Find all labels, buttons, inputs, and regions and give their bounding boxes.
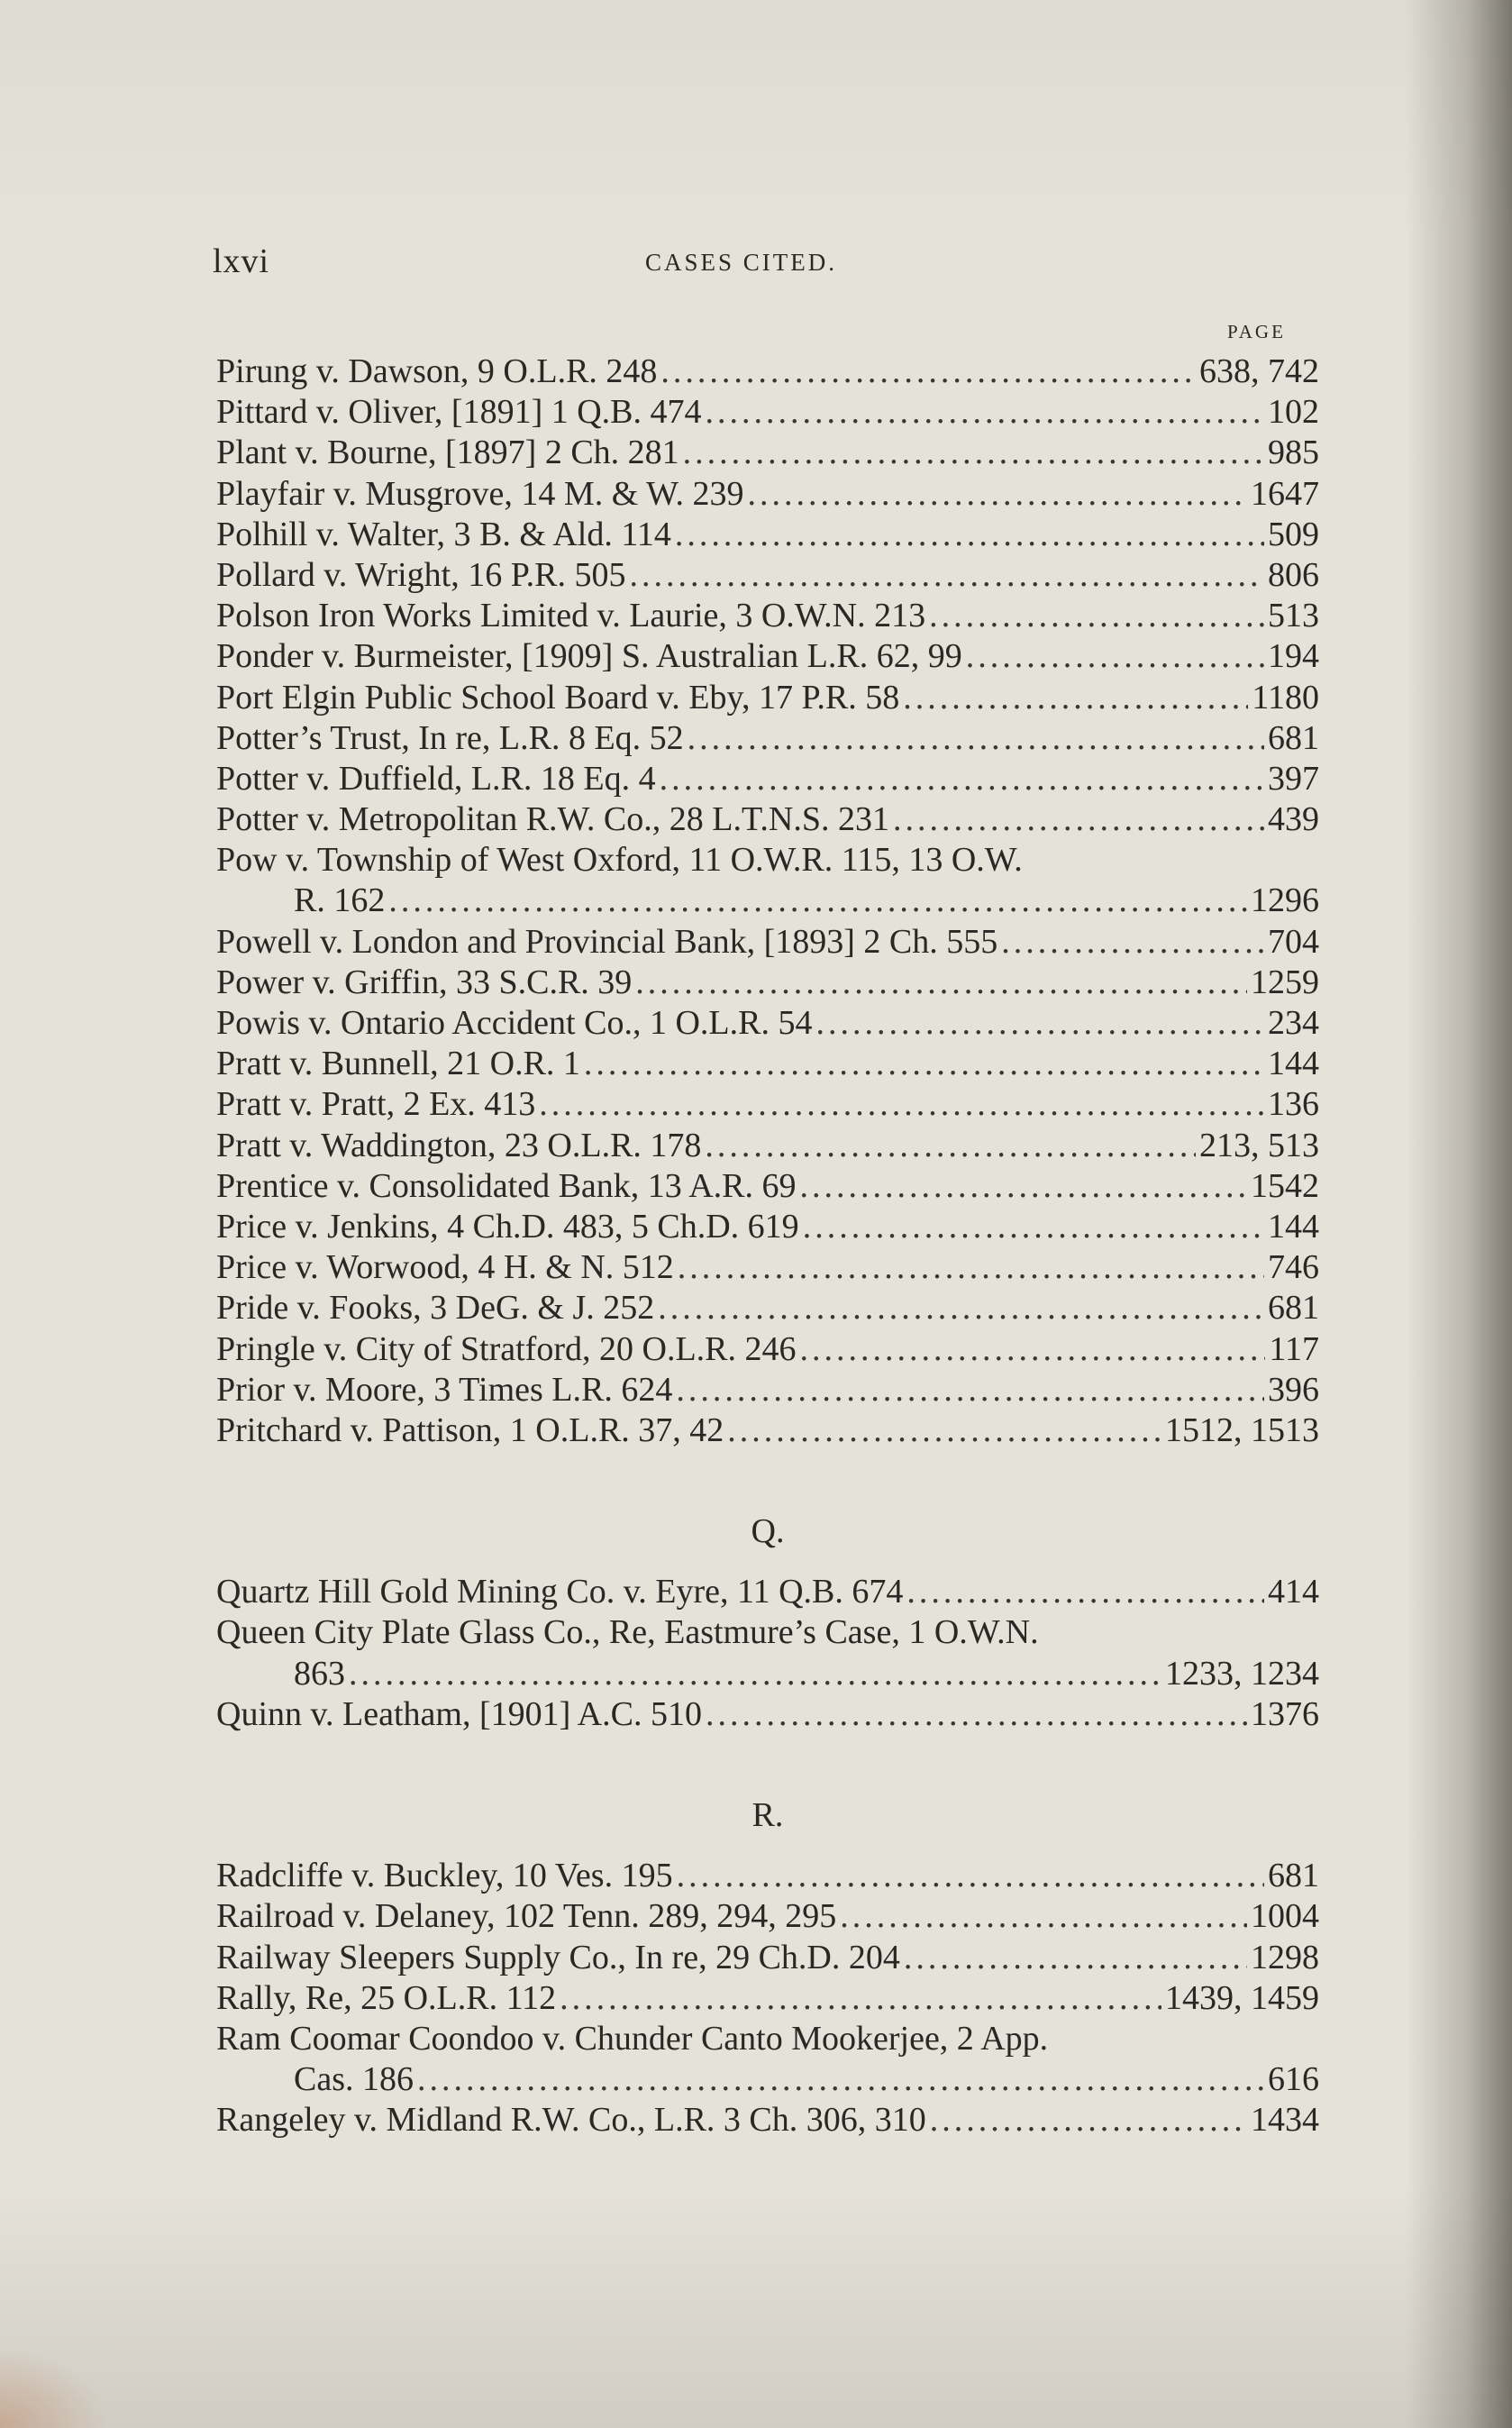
case-entry-line bbox=[216, 1166, 1319, 1207]
page-reference: 681 bbox=[1268, 1857, 1319, 1895]
case-entry bbox=[216, 1044, 1319, 1084]
case-entry bbox=[216, 1938, 1319, 1978]
case-entry bbox=[216, 474, 1319, 515]
dot-leader bbox=[966, 636, 1264, 677]
case-entry-line bbox=[216, 1003, 1319, 1044]
case-entry bbox=[216, 840, 1319, 921]
page-reference: 513 bbox=[1268, 597, 1319, 635]
dot-leader bbox=[815, 1003, 1264, 1044]
dot-leader bbox=[840, 1896, 1247, 1937]
case-citation: Polhill v. Walter, 3 B. & Ald. 114 bbox=[216, 515, 671, 553]
case-entry-line bbox=[216, 433, 1319, 473]
page-reference: 144 bbox=[1268, 1207, 1319, 1246]
case-entry bbox=[216, 2019, 1319, 2100]
page-reference: 194 bbox=[1268, 637, 1319, 676]
case-entry-line bbox=[216, 1572, 1319, 1612]
case-entry bbox=[216, 1612, 1319, 1693]
case-citation: Prior v. Moore, 3 Times L.R. 624 bbox=[216, 1370, 673, 1409]
paper-stain bbox=[0, 2347, 108, 2428]
dot-leader bbox=[675, 515, 1264, 555]
case-entry-line bbox=[216, 1856, 1319, 1896]
case-entry bbox=[216, 1694, 1319, 1735]
page-reference: 1542 bbox=[1251, 1166, 1319, 1205]
page-reference: 397 bbox=[1268, 759, 1319, 798]
case-entry-line bbox=[216, 1288, 1319, 1328]
case-index-list bbox=[216, 351, 1319, 2141]
dot-leader bbox=[349, 1654, 1161, 1694]
page-reference: 638, 742 bbox=[1199, 352, 1319, 390]
case-citation: Pringle v. City of Stratford, 20 O.L.R. 246 bbox=[216, 1329, 797, 1368]
case-citation: Plant v. Bourne, [1897] 2 Ch. 281 bbox=[216, 434, 679, 472]
case-entry-line bbox=[216, 515, 1319, 555]
page-header bbox=[213, 242, 1317, 287]
page-reference: 681 bbox=[1268, 718, 1319, 757]
case-citation: Quinn v. Leatham, [1901] A.C. 510 bbox=[216, 1694, 702, 1733]
page-reference: 1434 bbox=[1251, 2101, 1319, 2140]
dot-leader bbox=[803, 1207, 1264, 1247]
case-entry-line bbox=[216, 392, 1319, 433]
case-citation: Railway Sleepers Supply Co., In re, 29 Ch.D. 204 bbox=[216, 1938, 900, 1976]
case-entry bbox=[216, 596, 1319, 636]
case-citation: Pirung v. Dawson, 9 O.L.R. 248 bbox=[216, 352, 658, 390]
case-entry-line bbox=[216, 1207, 1319, 1247]
case-entry-line bbox=[216, 963, 1319, 1003]
dot-leader bbox=[688, 718, 1264, 759]
dot-leader bbox=[706, 392, 1264, 433]
case-entry-line bbox=[216, 1044, 1319, 1084]
case-citation: Ram Coomar Coondoo v. Chunder Canto Mookerjee, 2 App. bbox=[216, 2019, 1049, 2058]
case-entry-line bbox=[216, 922, 1319, 963]
case-entry bbox=[216, 1978, 1319, 2019]
case-entry bbox=[216, 1166, 1319, 1207]
section-heading: Q. bbox=[751, 1512, 785, 1551]
case-citation: Pratt v. Waddington, 23 O.L.R. 178 bbox=[216, 1126, 702, 1164]
case-entry-line bbox=[216, 474, 1319, 515]
case-entry-line bbox=[216, 799, 1319, 840]
page-reference: 1512, 1513 bbox=[1165, 1410, 1319, 1449]
case-entry-line bbox=[216, 596, 1319, 636]
case-entry-line bbox=[216, 1410, 1319, 1451]
dot-leader bbox=[660, 759, 1264, 799]
case-entry bbox=[216, 2100, 1319, 2140]
case-citation: Pollard v. Wright, 16 P.R. 505 bbox=[216, 555, 626, 594]
dot-leader bbox=[705, 1126, 1196, 1166]
case-entry bbox=[216, 1410, 1319, 1451]
dot-leader bbox=[677, 1856, 1264, 1896]
running-head: CASES CITED. bbox=[645, 249, 838, 276]
page-reference: 1233, 1234 bbox=[1165, 1654, 1319, 1693]
case-citation: Quartz Hill Gold Mining Co. v. Eyre, 11 Q.B. 674 bbox=[216, 1573, 904, 1611]
case-citation: Pride v. Fooks, 3 DeG. & J. 252 bbox=[216, 1289, 655, 1328]
page-reference: 509 bbox=[1268, 515, 1319, 553]
section-spacer bbox=[216, 1735, 1319, 1795]
case-citation: Pittard v. Oliver, [1891] 1 Q.B. 474 bbox=[216, 393, 702, 432]
case-entry bbox=[216, 1572, 1319, 1612]
case-entry-line bbox=[216, 1370, 1319, 1410]
case-entry bbox=[216, 1003, 1319, 1044]
page-number: lxvi bbox=[213, 242, 270, 280]
case-entry bbox=[216, 1247, 1319, 1288]
case-citation: 863 bbox=[294, 1654, 345, 1693]
page-reference: 681 bbox=[1268, 1289, 1319, 1328]
dot-leader bbox=[417, 2059, 1264, 2100]
case-citation: Railroad v. Delaney, 102 Tenn. 289, 294, 295 bbox=[216, 1897, 837, 1936]
case-entry bbox=[216, 1896, 1319, 1937]
dot-leader bbox=[800, 1329, 1266, 1370]
dot-leader bbox=[660, 351, 1196, 392]
case-entry-line bbox=[216, 1084, 1319, 1125]
case-entry-line bbox=[216, 840, 1319, 881]
page-reference: 1439, 1459 bbox=[1165, 1978, 1319, 2017]
page-reference: 439 bbox=[1268, 800, 1319, 839]
dot-leader bbox=[658, 1288, 1264, 1328]
case-entry bbox=[216, 433, 1319, 473]
case-citation: Powis v. Ontario Accident Co., 1 O.L.R. 54 bbox=[216, 1004, 813, 1042]
case-entry bbox=[216, 963, 1319, 1003]
section-spacer bbox=[216, 1451, 1319, 1511]
dot-leader bbox=[539, 1084, 1264, 1125]
dot-leader bbox=[1001, 922, 1264, 963]
dot-leader bbox=[683, 433, 1264, 473]
page-reference: 1004 bbox=[1251, 1897, 1319, 1936]
dot-leader bbox=[930, 2100, 1247, 2140]
page-reference: 1296 bbox=[1251, 881, 1319, 920]
case-entry-line bbox=[216, 2019, 1319, 2059]
page-reference: 102 bbox=[1268, 393, 1319, 432]
case-citation: Queen City Plate Glass Co., Re, Eastmure’s Case, 1 O.W.N. bbox=[216, 1613, 1039, 1652]
case-entry bbox=[216, 555, 1319, 596]
page-reference: 396 bbox=[1268, 1370, 1319, 1409]
case-entry-line bbox=[216, 718, 1319, 759]
case-citation: Playfair v. Musgrove, 14 M. & W. 239 bbox=[216, 474, 744, 513]
case-citation: Pratt v. Bunnell, 21 O.R. 1 bbox=[216, 1045, 580, 1083]
case-entry-line bbox=[216, 678, 1319, 718]
case-entry bbox=[216, 392, 1319, 433]
dot-leader bbox=[893, 799, 1264, 840]
dot-leader bbox=[799, 1166, 1247, 1207]
dot-leader bbox=[388, 881, 1247, 921]
case-citation: Powell v. London and Provincial Bank, [1893] 2 Ch. 555 bbox=[216, 922, 998, 961]
dot-leader bbox=[929, 596, 1264, 636]
case-entry-continuation bbox=[216, 1654, 1319, 1694]
page-column-label: PAGE bbox=[1227, 321, 1286, 342]
case-entry-line bbox=[216, 1329, 1319, 1370]
case-citation: Ponder v. Burmeister, [1909] S. Australian L.R. 62, 99 bbox=[216, 637, 962, 676]
case-entry-line bbox=[216, 1896, 1319, 1937]
page-reference: 616 bbox=[1268, 2060, 1319, 2099]
page-reference: 1180 bbox=[1252, 678, 1319, 717]
case-entry-line bbox=[216, 1612, 1319, 1653]
case-entry-line bbox=[216, 2100, 1319, 2140]
case-citation: Power v. Griffin, 33 S.C.R. 39 bbox=[216, 963, 633, 1001]
case-entry bbox=[216, 1126, 1319, 1166]
case-citation: Pratt v. Pratt, 2 Ex. 413 bbox=[216, 1085, 536, 1124]
page-reference: 1647 bbox=[1251, 474, 1319, 513]
case-citation: Potter v. Duffield, L.R. 18 Eq. 4 bbox=[216, 759, 656, 798]
case-citation: Rangeley v. Midland R.W. Co., L.R. 3 Ch. 306, 310 bbox=[216, 2101, 926, 2140]
dot-leader bbox=[635, 963, 1247, 1003]
case-entry-line bbox=[216, 759, 1319, 799]
dot-leader bbox=[747, 474, 1247, 515]
case-entry bbox=[216, 1856, 1319, 1896]
case-citation: Potter’s Trust, In re, L.R. 8 Eq. 52 bbox=[216, 718, 684, 757]
case-entry bbox=[216, 351, 1319, 392]
page-reference: 1298 bbox=[1251, 1938, 1319, 1976]
case-entry bbox=[216, 922, 1319, 963]
case-citation: Price v. Worwood, 4 H. & N. 512 bbox=[216, 1248, 674, 1287]
dot-leader bbox=[584, 1044, 1264, 1084]
case-citation: Rally, Re, 25 O.L.R. 112 bbox=[216, 1978, 557, 2017]
page-reference: 1259 bbox=[1251, 963, 1319, 1001]
case-citation: Radcliffe v. Buckley, 10 Ves. 195 bbox=[216, 1857, 673, 1895]
dot-leader bbox=[560, 1978, 1161, 2019]
case-entry-line bbox=[216, 1247, 1319, 1288]
case-entry-line bbox=[216, 1694, 1319, 1735]
dot-leader bbox=[727, 1410, 1161, 1451]
page-reference: 1376 bbox=[1251, 1694, 1319, 1733]
dot-leader bbox=[676, 1370, 1264, 1410]
case-citation: Potter v. Metropolitan R.W. Co., 28 L.T.N.S. 231 bbox=[216, 800, 889, 839]
dot-leader bbox=[706, 1694, 1247, 1735]
section-spacer bbox=[216, 1552, 1319, 1572]
case-entry bbox=[216, 1370, 1319, 1410]
dot-leader bbox=[678, 1247, 1264, 1288]
case-entry-continuation bbox=[216, 2059, 1319, 2100]
case-entry bbox=[216, 759, 1319, 799]
page-reference: 213, 513 bbox=[1199, 1126, 1319, 1164]
case-entry bbox=[216, 799, 1319, 840]
case-entry-line bbox=[216, 636, 1319, 677]
case-citation: Price v. Jenkins, 4 Ch.D. 483, 5 Ch.D. 619 bbox=[216, 1207, 799, 1246]
page-reference: 136 bbox=[1268, 1085, 1319, 1124]
section-spacer bbox=[216, 1836, 1319, 1856]
case-citation: Prentice v. Consolidated Bank, 13 A.R. 69 bbox=[216, 1166, 797, 1205]
case-entry-line bbox=[216, 1938, 1319, 1978]
page-reference: 144 bbox=[1268, 1045, 1319, 1083]
case-citation: Port Elgin Public School Board v. Eby, 17 P.R. 58 bbox=[216, 678, 900, 717]
case-citation: Polson Iron Works Limited v. Laurie, 3 O.W.N. 213 bbox=[216, 597, 926, 635]
page-reference: 746 bbox=[1268, 1248, 1319, 1287]
page-reference: 806 bbox=[1268, 555, 1319, 594]
page-reference: 117 bbox=[1269, 1329, 1319, 1368]
case-entry bbox=[216, 678, 1319, 718]
section-heading: R. bbox=[751, 1796, 784, 1834]
case-entry-continuation bbox=[216, 881, 1319, 921]
case-entry-line bbox=[216, 555, 1319, 596]
case-entry bbox=[216, 1288, 1319, 1328]
dot-leader bbox=[906, 1572, 1264, 1612]
case-entry-line bbox=[216, 1978, 1319, 2019]
dot-leader bbox=[903, 678, 1248, 718]
case-entry bbox=[216, 1329, 1319, 1370]
case-entry bbox=[216, 636, 1319, 677]
case-citation: Pritchard v. Pattison, 1 O.L.R. 37, 42 bbox=[216, 1410, 724, 1449]
case-entry-line bbox=[216, 351, 1319, 392]
case-entry-line bbox=[216, 1126, 1319, 1166]
case-citation: Pow v. Township of West Oxford, 11 O.W.R. 115, 13 O.W. bbox=[216, 841, 1023, 880]
case-entry bbox=[216, 515, 1319, 555]
dot-leader bbox=[904, 1938, 1247, 1978]
page-reference: 985 bbox=[1268, 434, 1319, 472]
dot-leader bbox=[630, 555, 1265, 596]
case-entry bbox=[216, 718, 1319, 759]
case-citation: Cas. 186 bbox=[294, 2060, 414, 2099]
page-reference: 234 bbox=[1268, 1004, 1319, 1042]
case-entry bbox=[216, 1084, 1319, 1125]
page-reference: 414 bbox=[1268, 1573, 1319, 1611]
case-entry bbox=[216, 1207, 1319, 1247]
case-citation: R. 162 bbox=[294, 881, 386, 920]
page-reference: 704 bbox=[1268, 922, 1319, 961]
